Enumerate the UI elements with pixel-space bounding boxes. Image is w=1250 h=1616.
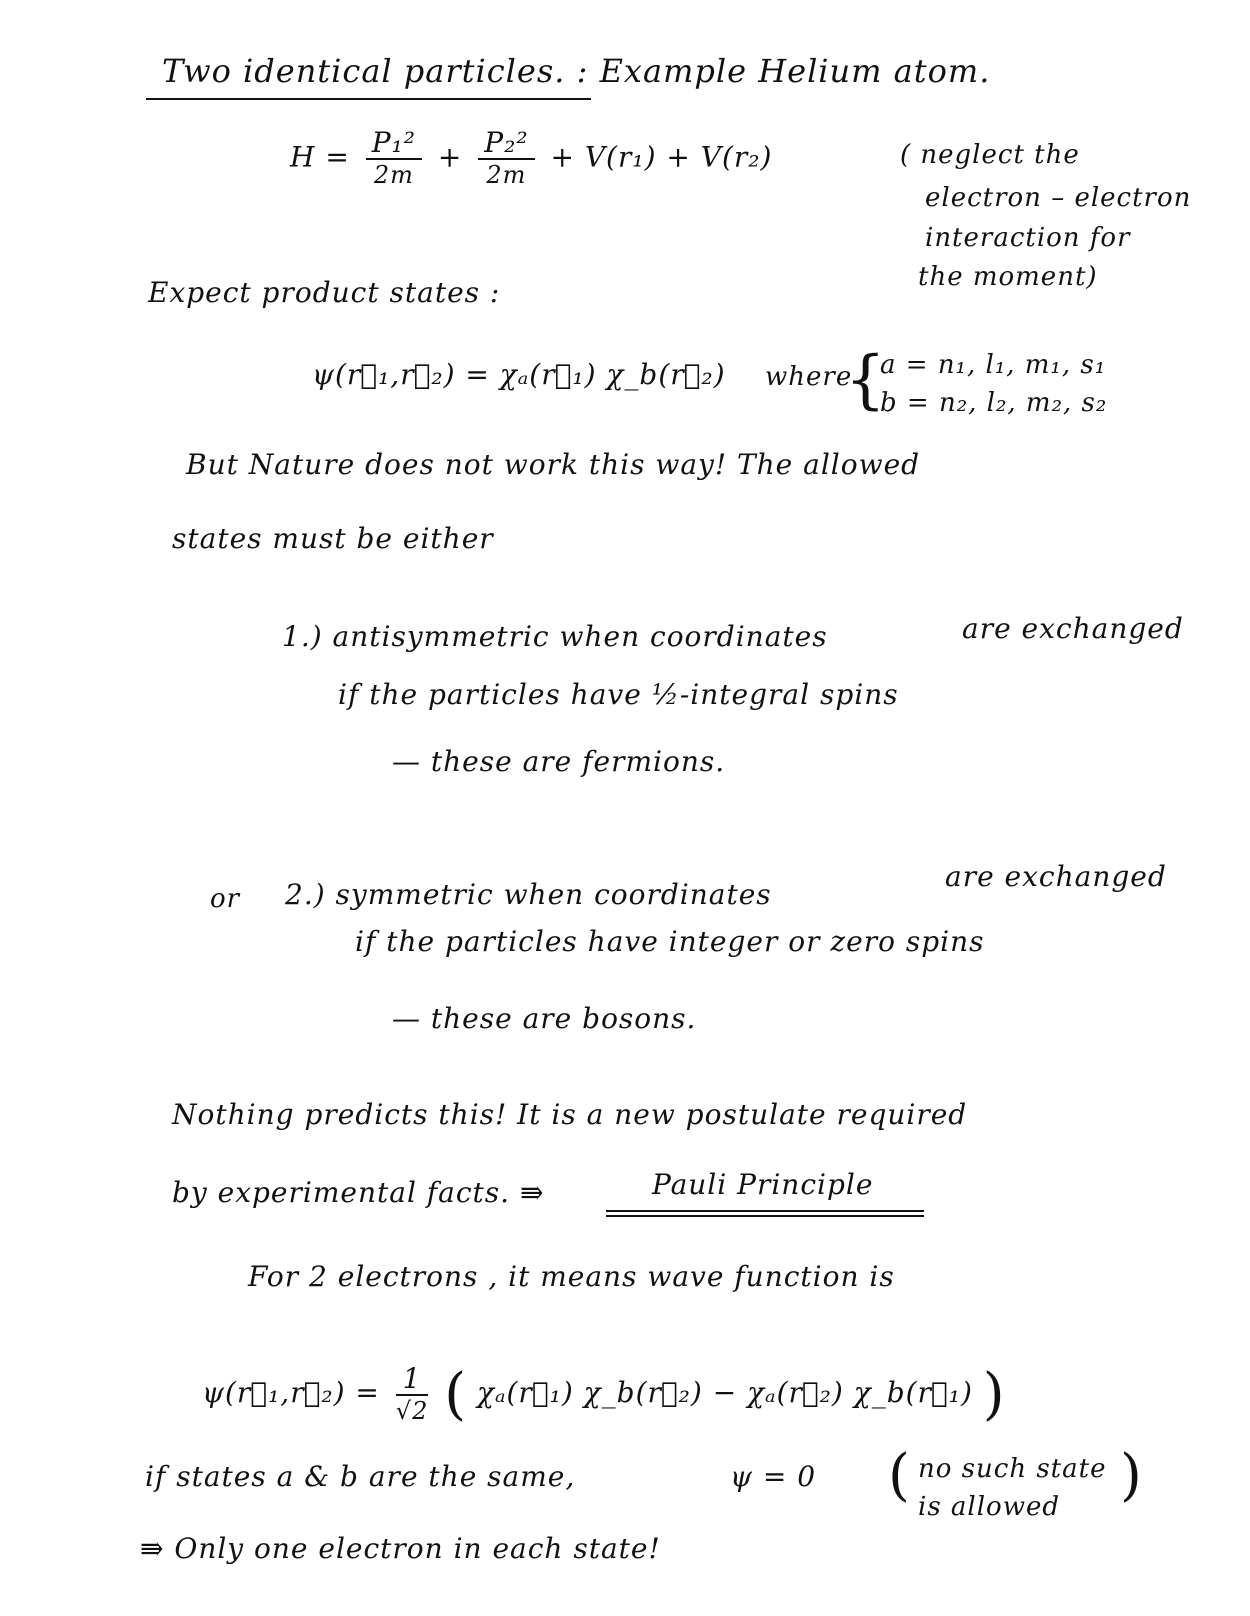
- where-label: where: [765, 362, 853, 392]
- antisym-body: χₐ(r⃗₁) χ_b(r⃗₂) − χₐ(r⃗₂) χ_b(r⃗₁): [477, 1376, 973, 1409]
- kinetic-term-1: [366, 128, 422, 190]
- no-such-right-paren: ): [1120, 1443, 1142, 1508]
- product-state-equation: ψ(r⃗₁,r⃗₂) = χₐ(r⃗₁) χ_b(r⃗₂): [312, 358, 726, 391]
- normalization-denominator: √2: [395, 1396, 429, 1425]
- item-1-half-integral-spins: if the particles have ½-integral spins: [338, 678, 899, 711]
- potential-terms: + V(r₁) + V(r₂): [550, 140, 773, 174]
- where-brace: {: [845, 343, 886, 417]
- kinetic-term-1-denominator: 2m: [373, 161, 414, 189]
- page-title: Two identical particles. : Example Helium atom.: [162, 52, 991, 90]
- if-same-line: if states a & b are the same,: [145, 1460, 576, 1493]
- plus-sign: +: [437, 140, 463, 174]
- psi-zero: ψ = 0: [730, 1460, 817, 1493]
- states-must-line: states must be either: [172, 522, 494, 555]
- neglect-note-line-1: ( neglect the: [900, 140, 1080, 170]
- hamiltonian-lhs: H =: [290, 140, 350, 174]
- normalization-numerator: 1: [396, 1364, 429, 1396]
- antisymmetric-wavefunction: [202, 1362, 1006, 1427]
- item-1-antisymmetric: 1.) antisymmetric when coordinates: [282, 620, 828, 653]
- kinetic-term-2: [478, 128, 534, 190]
- neglect-note-line-4: the moment): [918, 262, 1098, 292]
- right-big-paren: ): [982, 1362, 1006, 1427]
- neglect-note-line-2: electron – electron: [925, 183, 1192, 213]
- but-nature-line: But Nature does not work this way! The allowed: [186, 448, 921, 481]
- pauli-principle: Pauli Principle: [652, 1168, 874, 1201]
- item-2-integer-spins: if the particles have integer or zero spins: [355, 925, 985, 958]
- antisym-lhs: ψ(r⃗₁,r⃗₂) =: [202, 1376, 380, 1409]
- pauli-double-underline: [606, 1210, 924, 1217]
- no-such-state: no such state: [918, 1454, 1107, 1484]
- item-2-bosons: — these are bosons.: [392, 1002, 697, 1035]
- item-2-exchanged: are exchanged: [945, 860, 1167, 893]
- item-1-exchanged: are exchanged: [962, 612, 1184, 645]
- normalization-coefficient: [395, 1361, 429, 1426]
- left-big-paren: (: [444, 1362, 468, 1427]
- nothing-predicts-line: Nothing predicts this! It is a new postulate required: [172, 1098, 968, 1131]
- no-such-left-paren: (: [888, 1443, 910, 1508]
- only-one-electron-line: ⇛ Only one electron in each state!: [140, 1532, 661, 1565]
- hamiltonian-equation: [290, 128, 772, 190]
- kinetic-term-1-numerator: P₁²: [366, 128, 422, 160]
- experimental-facts-line: by experimental facts. ⇛: [172, 1176, 545, 1209]
- where-b-definition: b = n₂, l₂, m₂, s₂: [880, 388, 1108, 418]
- expect-line: Expect product states :: [148, 276, 501, 309]
- kinetic-term-2-numerator: P₂²: [478, 128, 534, 160]
- title-underline: [146, 98, 591, 100]
- neglect-note-line-3: interaction for: [925, 223, 1131, 253]
- kinetic-term-2-denominator: 2m: [486, 161, 527, 189]
- where-a-definition: a = n₁, l₁, m₁, s₁: [880, 350, 1107, 380]
- item-2-or: or: [210, 884, 241, 914]
- for-two-electrons-line: For 2 electrons , it means wave function is: [248, 1260, 895, 1293]
- item-2-symmetric: 2.) symmetric when coordinates: [285, 878, 772, 911]
- item-1-fermions: — these are fermions.: [392, 745, 726, 778]
- is-allowed: is allowed: [918, 1492, 1060, 1522]
